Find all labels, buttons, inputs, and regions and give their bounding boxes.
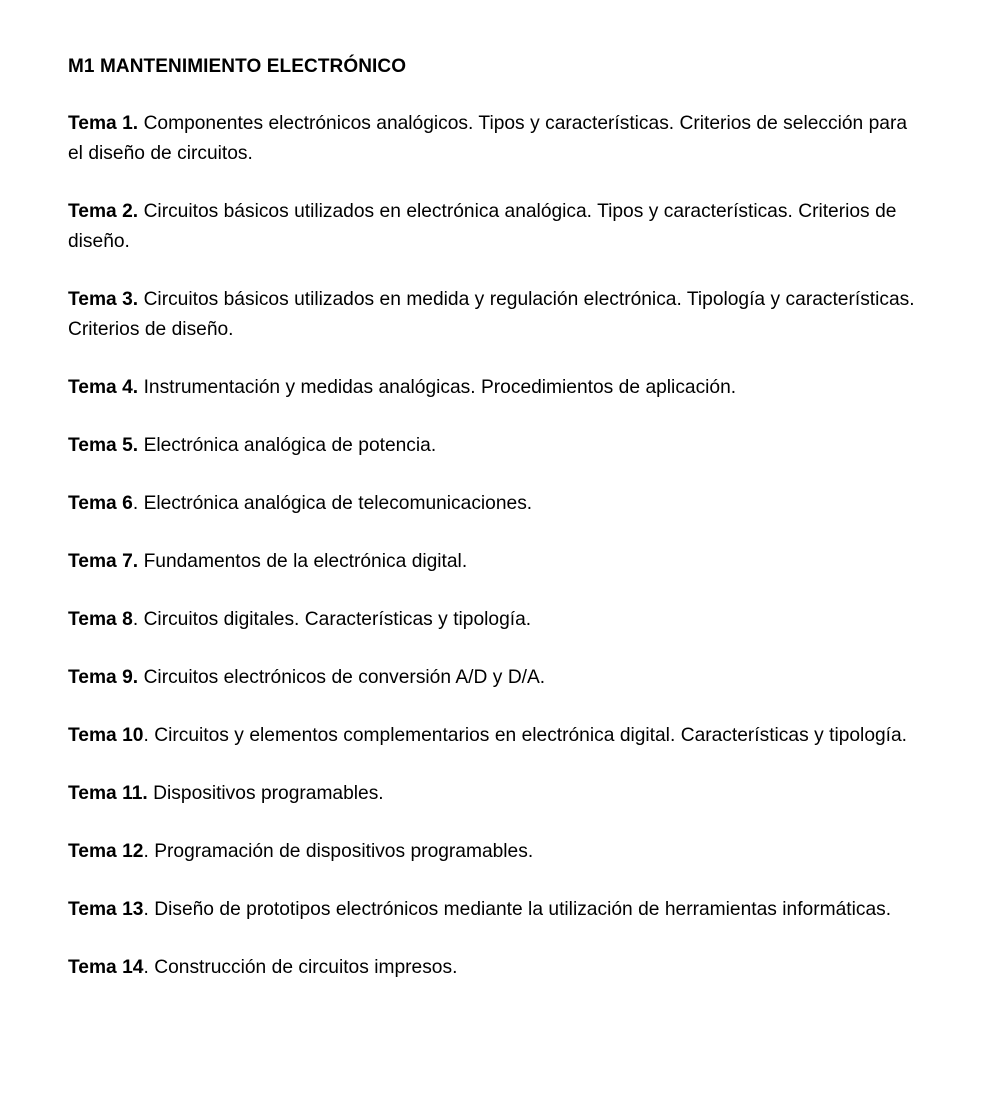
- topic-label: Tema 14: [68, 957, 144, 978]
- topic-paragraph: [68, 547, 918, 577]
- topic-description: Instrumentación y medidas analógicas. Procedimientos de aplicación.: [138, 377, 737, 398]
- topic-description: Componentes electrónicos analógicos. Tipos y características. Criterios de selección para el diseño de circuitos.: [68, 113, 908, 164]
- topic-label: Tema 6: [68, 493, 133, 514]
- topic-label: Tema 2.: [68, 201, 139, 222]
- topic-description: Electrónica analógica de potencia.: [138, 435, 437, 456]
- topic-description: Fundamentos de la electrónica digital.: [138, 551, 468, 572]
- topic-paragraph: [68, 895, 918, 925]
- topic-description: . Diseño de prototipos electrónicos mediante la utilización de herramientas informáticas.: [143, 899, 892, 920]
- topic-description: Circuitos básicos utilizados en electrónica analógica. Tipos y características. Criterios de diseño.: [68, 201, 897, 252]
- topic-paragraph: [68, 953, 918, 983]
- topic-label: Tema 1.: [68, 113, 139, 134]
- page-title: M1 MANTENIMIENTO ELECTRÓNICO: [68, 56, 407, 77]
- topic-description: . Programación de dispositivos programables.: [143, 841, 534, 862]
- topic-label: Tema 13: [68, 899, 144, 920]
- topic-paragraph: [68, 663, 918, 693]
- topic-paragraph: [68, 285, 918, 345]
- topic-description: Circuitos básicos utilizados en medida y regulación electrónica. Tipología y características. Criterios de diseño.: [68, 289, 915, 340]
- topic-label: Tema 5.: [68, 435, 139, 456]
- topic-paragraph: [68, 837, 918, 867]
- topic-label: Tema 8: [68, 609, 133, 630]
- topic-paragraph: [68, 489, 918, 519]
- topic-label: Tema 3.: [68, 289, 139, 310]
- topic-description: . Electrónica analógica de telecomunicaciones.: [132, 493, 533, 514]
- topic-paragraph: [68, 431, 918, 461]
- topic-list: [68, 109, 918, 983]
- topic-label: Tema 11.: [68, 783, 148, 804]
- topic-description: . Circuitos digitales. Características y tipología.: [132, 609, 532, 630]
- topic-description: Circuitos electrónicos de conversión A/D y D/A.: [138, 667, 546, 688]
- topic-label: Tema 12: [68, 841, 144, 862]
- topic-label: Tema 10: [68, 725, 144, 746]
- topic-description: . Circuitos y elementos complementarios en electrónica digital. Características y tipología.: [143, 725, 907, 746]
- topic-paragraph: [68, 197, 918, 257]
- topic-label: Tema 7.: [68, 551, 139, 572]
- topic-paragraph: [68, 109, 918, 169]
- topic-paragraph: [68, 373, 918, 403]
- topic-description: . Construcción de circuitos impresos.: [143, 957, 458, 978]
- topic-description: Dispositivos programables.: [147, 783, 384, 804]
- topic-paragraph: [68, 721, 918, 751]
- topic-label: Tema 9.: [68, 667, 139, 688]
- topic-paragraph: [68, 779, 918, 809]
- topic-label: Tema 4.: [68, 377, 139, 398]
- topic-paragraph: [68, 605, 918, 635]
